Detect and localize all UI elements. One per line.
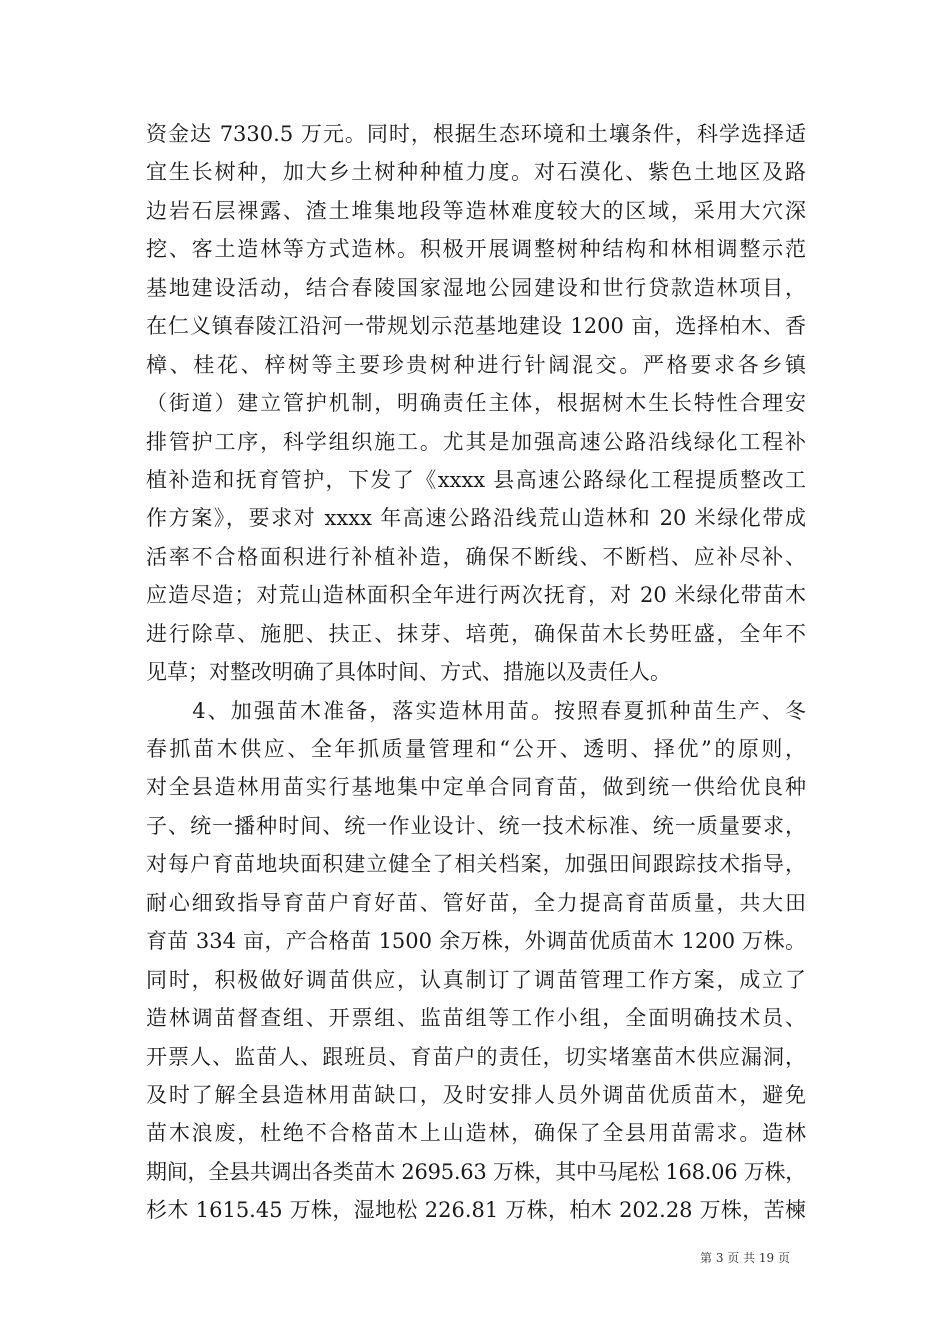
text-line: 期间，全县共调出各类苗木 2695.63 万株，其中马尾松 168.06 万株， — [146, 1159, 807, 1184]
text-line: 宜生长树种，加大乡土树种种植力度。对石漠化、紫色土地区及路 — [146, 160, 806, 185]
text-line: （街道）建立管护机制，明确责任主体，根据树木生长特性合理安 — [146, 391, 806, 416]
text-line: 对每户育苗地块面积建立健全了相关档案，加强田间跟踪技术指导， — [146, 852, 806, 877]
text-line: 对全县造林用苗实行基地集中定单合同育苗，做到统一供给优良种 — [146, 775, 806, 800]
text-line: 开票人、监苗人、跟班员、育苗户的责任，切实堵塞苗木供应漏洞， — [146, 1044, 806, 1069]
page-number-footer: 第 3 页 共 19 页 — [700, 1251, 790, 1265]
text-line: 进行除草、施肥、扶正、抹芽、培蔸，确保苗木长势旺盛，全年不 — [146, 621, 806, 646]
text-line: 造林调苗督查组、开票组、监苗组等工作小组，全面明确技术员、 — [146, 1006, 806, 1031]
text-line: 活率不合格面积进行补植补造，确保不断线、不断档、应补尽补、 — [146, 544, 806, 569]
text-line: 樟、桂花、梓树等主要珍贵树种进行针阔混交。严格要求各乡镇 — [146, 352, 806, 377]
text-line: 资金达 7330.5 万元。同时，根据生态环境和土壤条件，科学选择适 — [146, 122, 806, 146]
text-line: 见草；对整改明确了具体时间、方式、措施以及责任人。 — [146, 660, 671, 685]
body-text — [146, 115, 806, 1230]
text-line: 子、统一播种时间、统一作业设计、统一技术标准、统一质量要求， — [146, 813, 806, 838]
text-line: 杉木 1615.45 万株，湿地松 226.81 万株，柏木 202.28 万株，苦楝 — [146, 1198, 806, 1223]
text-line: 应造尽造；对荒山造林面积全年进行两次抚育，对 20 米绿化带苗木 — [146, 583, 806, 608]
text-line: 植补造和抚育管护，下发了《xxxx 县高速公路绿化工程提质整改工 — [146, 467, 806, 492]
text-line: 春抓苗木供应、全年抓质量管理和“公开、透明、择优”的原则， — [146, 737, 806, 761]
text-line: 耐心细致指导育苗户育好苗、管好苗，全力提高育苗质量，共大田 — [146, 890, 806, 915]
text-line: 及时了解全县造林用苗缺口，及时安排人员外调苗优质苗木，避免 — [146, 1082, 806, 1107]
text-line: 作方案》，要求对 xxxx 年高速公路沿线荒山造林和 20 米绿化带成 — [146, 506, 806, 531]
text-line: 苗木浪废，杜绝不合格苗木上山造林，确保了全县用苗需求。造林 — [146, 1121, 806, 1146]
text-line: 4、加强苗木准备，落实造林用苗。按照春夏抓种苗生产、冬 — [146, 698, 806, 723]
text-line: 挖、客土造林等方式造林。积极开展调整树种结构和林相调整示范 — [146, 237, 806, 262]
text-line: 在仁义镇春陵江沿河一带规划示范基地建设 1200 亩，选择柏木、香 — [146, 314, 806, 339]
text-line: 基地建设活动，结合春陵国家湿地公园建设和世行贷款造林项目， — [146, 275, 806, 300]
text-line: 边岩石层裸露、渣土堆集地段等造林难度较大的区域，采用大穴深 — [146, 198, 806, 223]
text-line: 同时，积极做好调苗供应，认真制订了调苗管理工作方案，成立了 — [146, 967, 806, 992]
text-line: 排管护工序，科学组织施工。尤其是加强高速公路沿线绿化工程补 — [146, 429, 806, 454]
text-line: 育苗 334 亩，产合格苗 1500 余万株，外调苗优质苗木 1200 万株。 — [146, 929, 806, 954]
